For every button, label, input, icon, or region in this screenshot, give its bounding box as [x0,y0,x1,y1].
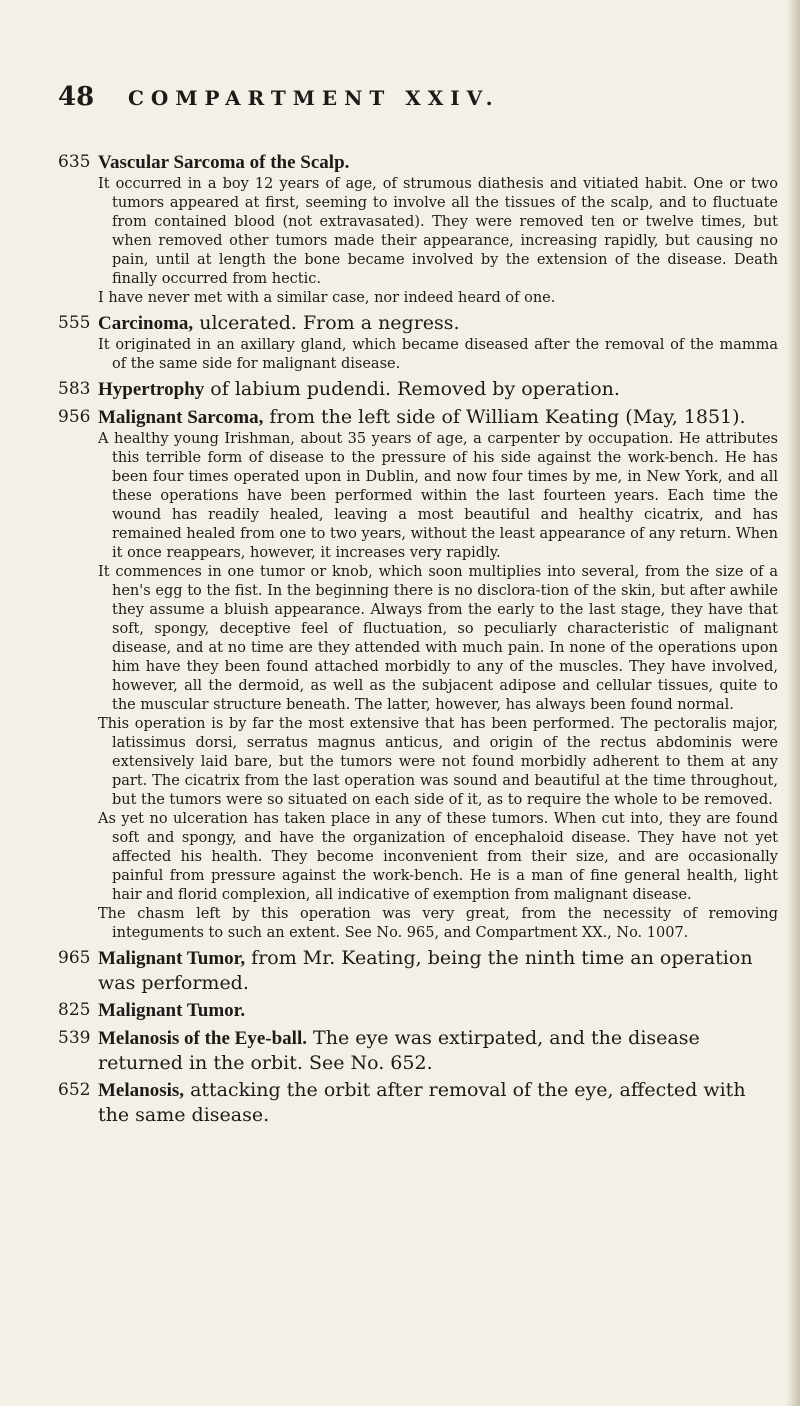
entry-title-rest: of labium pudendi. Removed by operation. [204,378,620,400]
entry-title-line [98,377,778,402]
entry-635 [58,150,778,308]
entry-number: 539 [58,1028,91,1048]
entry-number: 635 [58,152,91,172]
entry-652 [58,1078,778,1127]
entry-539 [58,1026,778,1075]
entry-825 [58,998,778,1023]
entry-title: Malignant Sarcoma, [98,407,264,428]
entry-965 [58,946,778,995]
entry-number: 825 [58,1000,91,1020]
entry-paragraph: It occurred in a boy 12 years of age, of strumous diathesis and vitiated habit. One or two tumors appeared at first, seeming to involve all the tissues of the scalp, and to fluctuate from contained blood (not extravasated). They were removed ten or twelve times, but when removed other tumors made their appearance, increasing rapidly, but causing no pain, until at length the bone became involved by the extension of the disease. Death finally occurred from hectic. [98,176,778,287]
entry-title-line [98,405,778,430]
entry-title: Hypertrophy [98,379,205,400]
entry-paragraph: As yet no ulceration has taken place in any of these tumors. When cut into, they are found soft and spongy, and have the organization of encephaloid disease. They have not yet affected his health. They become inconvenient from their size, and are occasionally painful from pressure against the work-bench. He is a man of fine general health, light hair and florid complexion, all indicative of exemption from malignant disease. [98,811,778,903]
entry-paragraph: I have never met with a similar case, nor indeed heard of one. [98,290,556,306]
entry-number: 965 [58,948,91,968]
entry-paragraph: It commences in one tumor or knob, which soon multiplies into several, from the size of a hen's egg to the fist. In the beginning there is no disclora-tion of the skin, but after awhile they assume a bluish appearance. Always from the early to the last stage, they have that soft, spongy, deceptive feel of fluctuation, so peculiarly characteristic of malignant disease, and at no time are they attended with much pain. In none of the operations upon him have they been found attached morbidly to any of the muscles. They have involved, however, all the dermoid, as well as the subjacent adipose and cellular tissues, quite to the muscular structure beneath. The latter, however, has always been found normal. [98,564,778,713]
entry-title: Malignant Tumor, [98,948,246,969]
entry-title-rest: The eye was extirpated, and the disease returned in the orbit. See No. 652. [98,1027,700,1074]
entry-number: 956 [58,407,91,427]
entry-title-line [98,946,778,995]
entry-title-rest: from the left side of William Keating (May, 1851). [263,406,746,428]
running-head: COMPARTMENT XXIV. [128,86,500,110]
entry-title-line [98,998,778,1023]
entry-title-rest: ulcerated. From a negress. [193,312,460,334]
entry-paragraph: A healthy young Irishman, about 35 years of age, a carpenter by occupation. He attributes this terrible form of disease to the pressure of his side against the work-bench. He has been four times operated upon in Dublin, and now four times by me, in New York, and all these operations have been performed within the last fourteen years. Each time the wound has readily healed, leaving a most beautiful and healthy cicatrix, and has remained healed from one to two years, without the least appearance of any return. When it once reappears, however, it increases very rapidly. [98,431,778,561]
entry-number: 583 [58,379,91,399]
entry-title-rest: attacking the orbit after removal of the eye, affected with the same disease. [98,1079,746,1126]
entry-title: Carcinoma, [98,313,194,334]
entry-paragraph: The chasm left by this operation was very great, from the necessity of removing integuments to such an extent. See No. 965, and Compartment XX., No. 1007. [98,906,778,941]
entry-title: Melanosis of the Eye-ball. [98,1028,307,1049]
entry-title: Vascular Sarcoma of the Scalp. [98,152,350,173]
entry-paragraph: This operation is by far the most extensive that has been performed. The pectoralis major, latissimus dorsi, serratus magnus anticus, and origin of the rectus abdominis were extensively laid bare, but the tumors were not found morbidly adherent to them at any part. The cicatrix from the last operation was sound and beautiful at the time throughout, but the tumors were so situated on each side of it, as to require the whole to be removed. [98,716,778,808]
catalogue-entries [58,150,778,1130]
entry-title-line [98,1078,778,1127]
page-edge-shadow [786,0,800,1406]
entry-956 [58,405,778,943]
entry-583 [58,377,778,402]
entry-title-line [98,311,778,336]
entry-title-line [98,1026,778,1075]
entry-number: 555 [58,313,91,333]
entry-title-rest: from Mr. Keating, being the ninth time an operation was performed. [98,947,753,994]
page-number: 48 [58,82,95,112]
entry-title: Melanosis, [98,1080,185,1101]
entry-paragraph: It originated in an axillary gland, which became diseased after the removal of the mamma of the same side for malignant disease. [98,337,778,372]
page-header [58,82,658,112]
entry-title-line [98,150,778,175]
entry-title: Malignant Tumor. [98,1000,246,1021]
entry-number: 652 [58,1080,91,1100]
entry-555 [58,311,778,374]
